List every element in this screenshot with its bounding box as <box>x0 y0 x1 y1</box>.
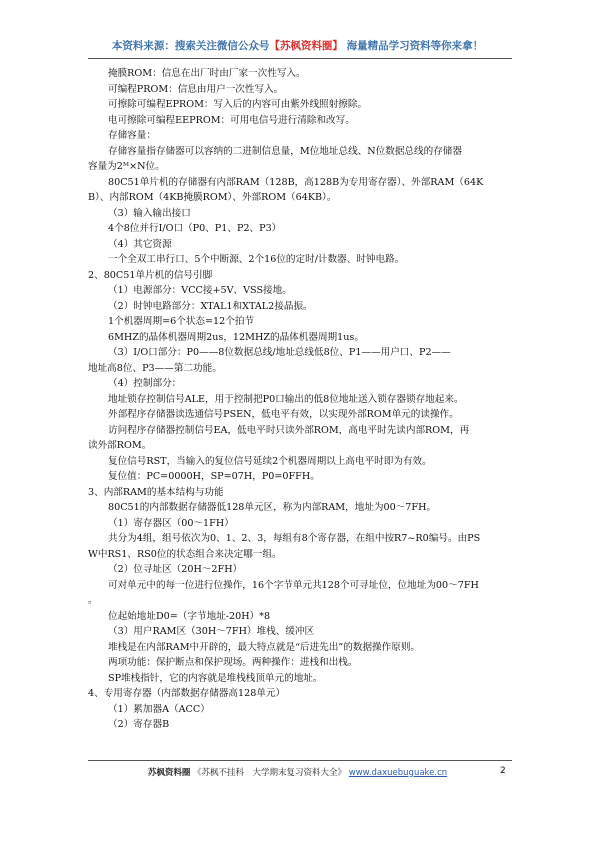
text-line: （1）寄存器区（00～1FH） <box>108 517 234 529</box>
text-line: B）、内部ROM（4KB掩膜ROM）、外部ROM（64KB）。 <box>88 192 337 203</box>
text-line: 80C51的内部数据存储器低128单元区，称为内部RAM，地址为00～7FH。 <box>108 502 437 513</box>
text-line: 复位值：PC=0000H，SP=07H，P0=0FFH。 <box>108 471 320 482</box>
footer-divider <box>88 760 512 761</box>
text-line: 外部程序存储器读选通信号PSEN，低电平有效，以实现外部ROM单元的读操作。 <box>108 409 459 420</box>
text-line: 读外部ROM。 <box>88 440 152 451</box>
text-line: 位起始地址D0=（字节地址-20H）*8 <box>108 610 271 622</box>
page-footer <box>0 766 595 778</box>
text-line: 访问程序存储器控制信号EA，低电平时只读外部ROM，高电平时先读内部ROM，再 <box>108 424 470 436</box>
text-line: 3、内部RAM的基本结构与功能 <box>88 486 224 498</box>
text-line: 存储容量指存储器可以容纳的二进制信息量，M位地址总线、N位数据总线的存储器 <box>108 145 462 157</box>
footer-text: 《苏枫不挂科 大学期末复习资料大全》 <box>190 768 349 778</box>
text-line: （2）时钟电路部分：XTAL1和XTAL2接晶振。 <box>108 300 313 312</box>
text-line: 电可擦除可编程EEPROM：可用电信号进行清除和改写。 <box>108 114 355 126</box>
text-line: （3）I/O口部分：P0——8位数据总线/地址总线低8位、P1——用户口、P2—— <box>108 347 451 358</box>
text-line: （2）寄存器B <box>108 719 170 730</box>
text-line: 地址高8位、P3——第二功能。 <box>88 362 222 374</box>
text-line: （2）位寻址区（20H～2FH） <box>108 564 243 575</box>
footer-link[interactable]: www.daxuebuguake.cn <box>348 768 448 778</box>
page-number: 2 <box>500 766 506 776</box>
text-line: 6MHZ的晶体机器周期2us，12MHZ的晶体机器周期1us。 <box>108 331 364 343</box>
text-line: 堆栈是在内部RAM中开辟的，最大特点就是“后进先出”的数据操作原则。 <box>108 641 421 653</box>
text-line: 可对单元中的每一位进行位操作，16个字节单元共128个可寻址位，位地址为00～7FH <box>108 579 479 591</box>
header-suffix: 海量精品学习资料等你来拿！ <box>342 40 484 52</box>
text-line: 两项功能：保护断点和保护现场。两种操作：进栈和出栈。 <box>108 657 358 668</box>
text-line: 一个全双工串行口、5个中断源、2个16位的定时/计数器、时钟电路。 <box>108 254 405 265</box>
text-line: （1）电源部分：VCC接+5V、VSS接地。 <box>108 285 292 296</box>
header-prefix: 本资料来源：搜索关注微信公众号 <box>111 40 270 52</box>
text-line: 。 <box>88 595 98 606</box>
text-line: （4）其它资源 <box>108 238 172 250</box>
text-line: 1个机器周期=6个状态=12个拍节 <box>108 316 255 327</box>
text-line: 2、80C51单片机的信号引脚 <box>88 269 213 281</box>
text-line: 4、专用寄存器（内部数据存储器高128单元） <box>88 688 286 699</box>
text-line: 掩膜ROM：信息在出厂时由厂家一次性写入。 <box>108 68 306 79</box>
header-brand: 【苏枫资料圈】 <box>269 40 343 52</box>
text-line: 可编程PROM：信息由用户一次性写入。 <box>108 83 284 95</box>
text-line: （3）用户RAM区（30H～7FH）堆栈、缓冲区 <box>108 626 315 637</box>
text-line: （4）控制部分： <box>108 378 182 389</box>
text-line: 共分为4组，组号依次为0、1、2、3，每组有8个寄存器，在组中按R7~R0编号。由PS <box>108 533 481 544</box>
footer-brand: 苏枫资料圈 <box>147 768 191 778</box>
text-line: （1）累加器A（ACC） <box>108 703 210 715</box>
text-line: 地址锁存控制信号ALE，用于控制把P0口输出的低8位地址送入锁存器锁存地起来。 <box>108 393 464 405</box>
document-body <box>88 66 512 733</box>
text-line: 可擦除可编程EPROM：写入后的内容可由紫外线照射擦除。 <box>108 99 368 110</box>
text-line: 4个8位并行I/O口（P0、P1、P2、P3） <box>108 223 282 234</box>
text-line: （3）输入输出接口 <box>108 207 191 219</box>
text-line: 80C51单片机的存储器有内部RAM（128B，高128B为专用寄存器）、外部RAM（64K <box>108 176 484 188</box>
page-header <box>0 38 595 53</box>
text-line: 存储容量： <box>108 130 156 141</box>
header-divider <box>88 58 512 59</box>
text-line: W中RS1、RS0位的状态组合来决定哪一组。 <box>88 548 282 560</box>
text-line: 容量为2ᴹ×N位。 <box>88 161 165 172</box>
text-line: 复位信号RST，当输入的复位信号延续2个机器周期以上高电平时即为有效。 <box>108 455 432 467</box>
text-line: SP堆栈指针，它的内容就是堆栈栈顶单元的地址。 <box>108 672 323 684</box>
